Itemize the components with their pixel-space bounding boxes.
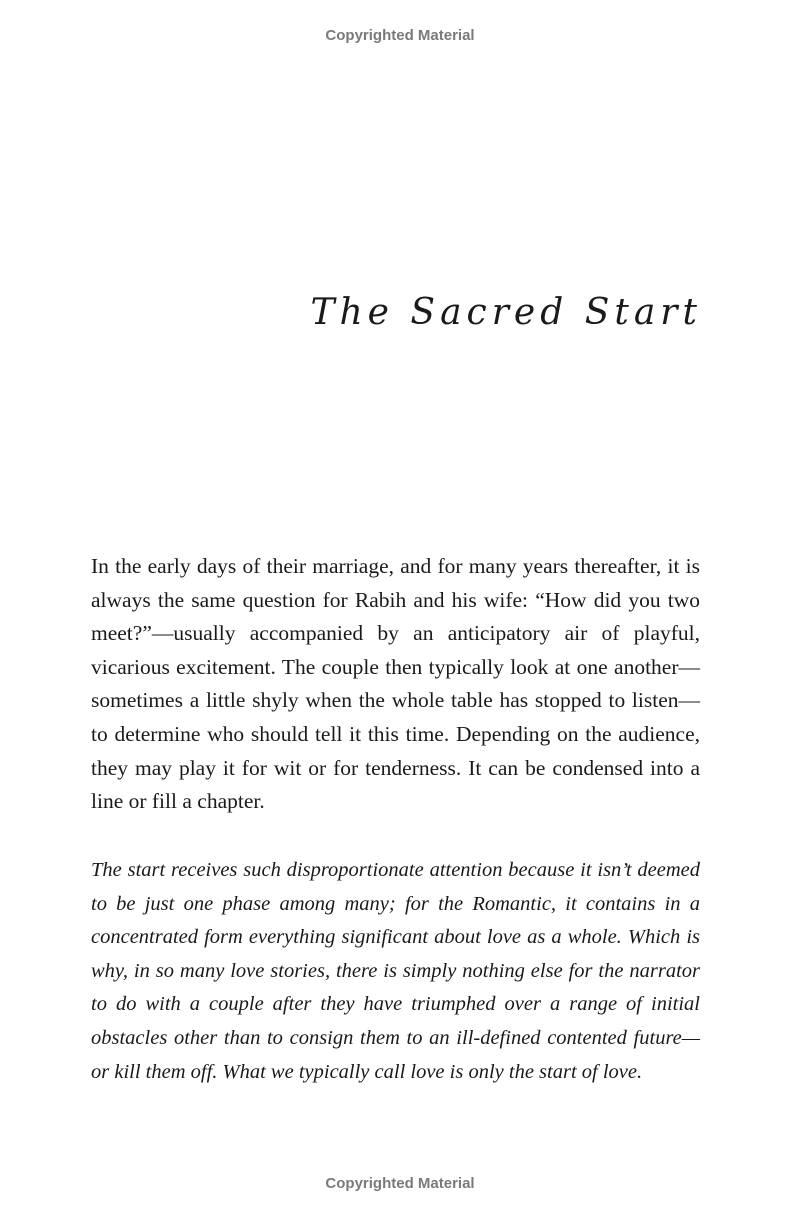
chapter-title: The Sacred Start: [310, 292, 702, 333]
copyright-watermark-bottom: Copyrighted Material: [325, 1175, 475, 1192]
body-paragraph-1: In the early days of their marriage, and for many years thereafter, it is always the same question for Rabih and his wife: “How did you two meet?”—usually accompanied by an anticipatory air of playful, vicarious excitement. The couple then typically look at one another—sometimes a little shyly when the whole table has stopped to listen—to determine who should tell it this time. Depending on the audience, they may play it for wit or for tenderness. It can be condensed into a line or fill a chapter.: [91, 554, 700, 814]
copyright-watermark-top: Copyrighted Material: [325, 27, 475, 44]
body-paragraph-2-italic: The start receives such disproportionate attention because it isn’t deemed to be just one phase among many; for the Romantic, it contains in a concentrated form everything significant about love as a whole. Which is why, in so many love stories, there is simply nothing else for the narrator to do with a couple after they have triumphed over a range of initial obstacles other than to consign them to an ill-defined contented future—or kill them off. What we typically call love is only the start of love.: [91, 859, 700, 1083]
